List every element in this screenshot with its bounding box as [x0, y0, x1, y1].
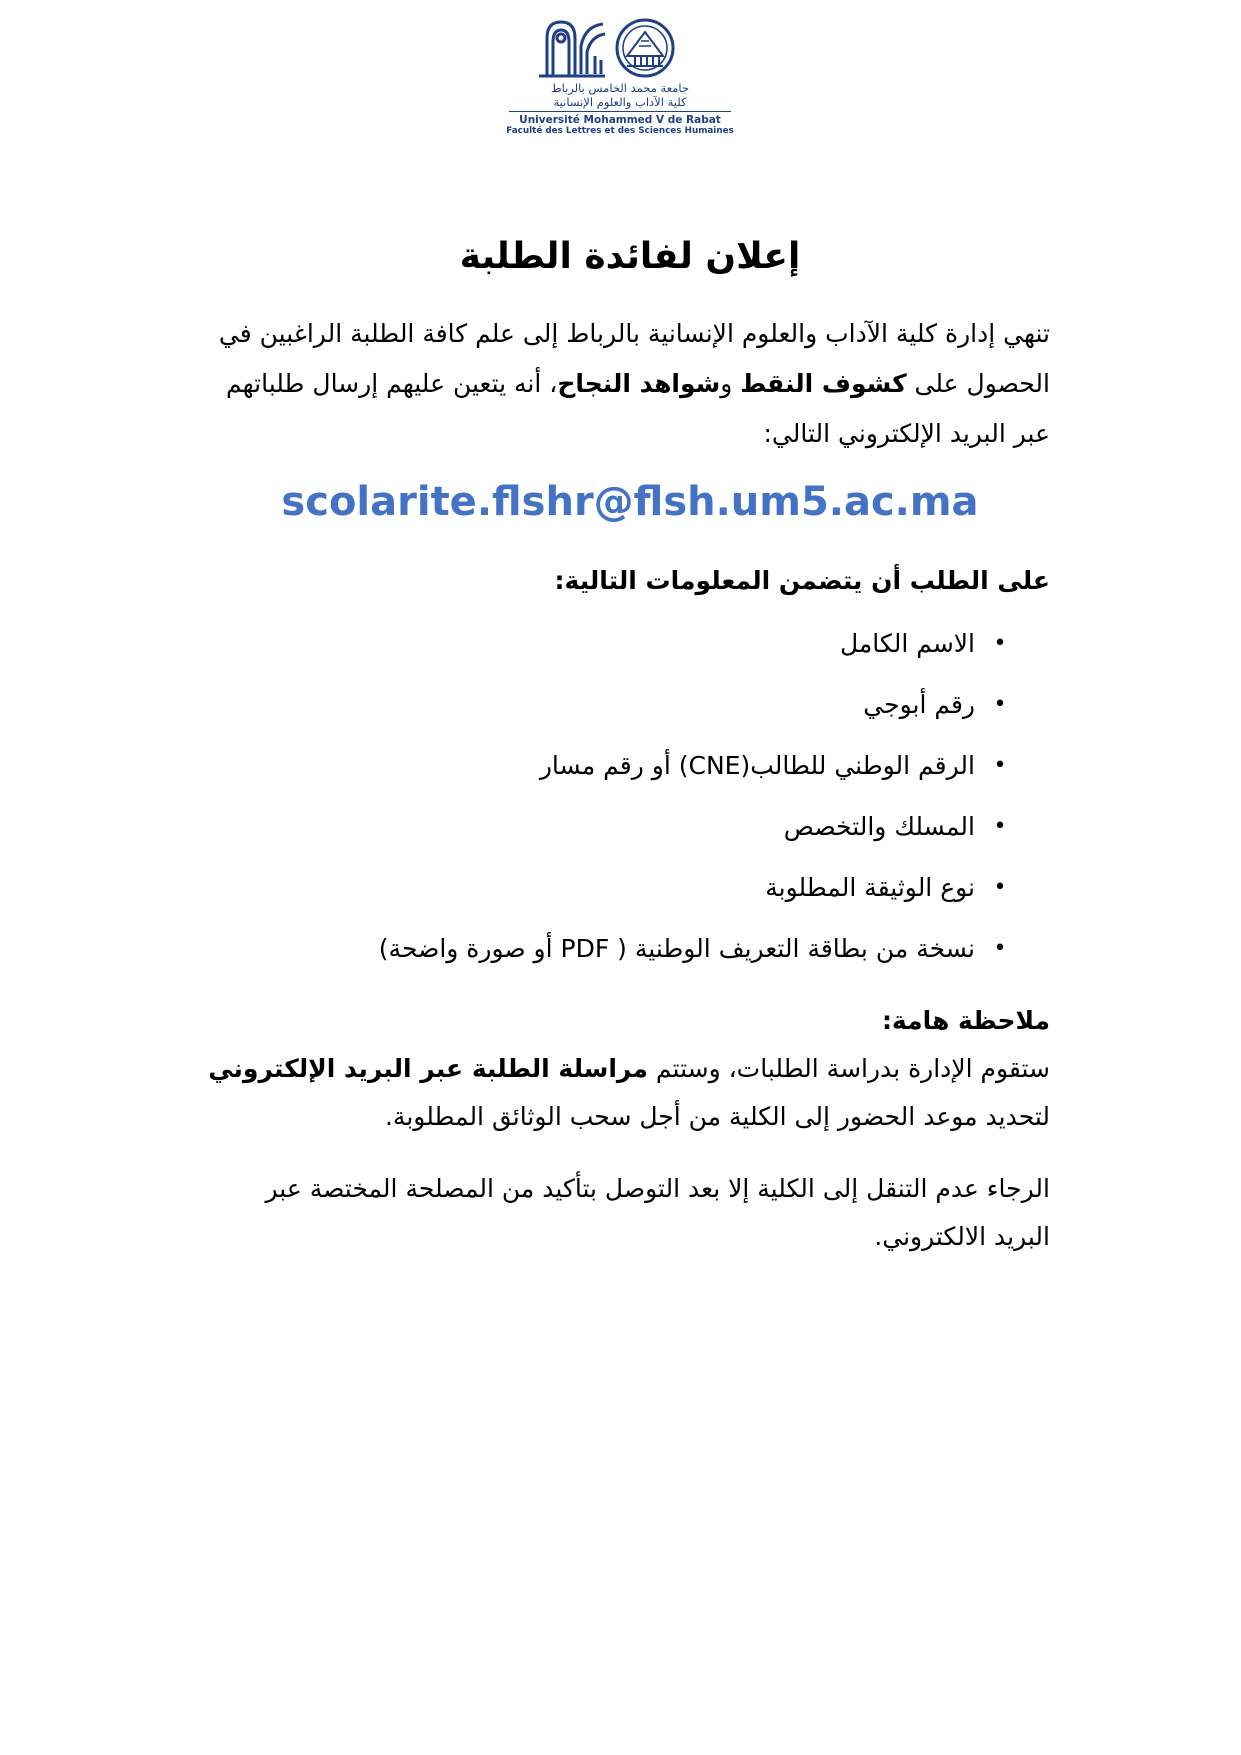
intro-line-3: عبر البريد الإلكتروني التالي:	[763, 419, 1050, 448]
list-item	[255, 685, 1007, 746]
intro-line-2	[210, 359, 1050, 409]
final-line-1: الرجاء عدم التنقل إلى الكلية إلا بعد التوصل بتأكيد من المصلحة المختصة عبر	[265, 1174, 1050, 1203]
final-paragraph	[210, 1165, 1050, 1261]
requirement-id-card-copy: نسخة من بطاقة التعريف الوطنية ( PDF أو صورة واضحة)	[378, 934, 975, 963]
intro-line-2-text-c: ، أنه يتعين عليهم إرسال طلباتهم	[226, 369, 558, 398]
logo-arabic-faculty: كلية الآداب والعلوم الإنسانية	[553, 95, 687, 109]
requirements-list	[255, 624, 1007, 990]
intro-paragraph	[210, 309, 1050, 459]
list-item	[255, 624, 1007, 685]
list-item	[255, 929, 1007, 990]
requirement-document-type: نوع الوثيقة المطلوبة	[765, 873, 975, 902]
success-certificates-bold: شواهد النجاح	[557, 369, 721, 398]
university-logo	[495, 16, 745, 138]
logo-divider	[509, 111, 731, 112]
bullet-icon: •	[993, 631, 1007, 656]
note-line-2: لتحديد موعد الحضور إلى الكلية من أجل سحب الوثائق المطلوبة.	[384, 1102, 1050, 1131]
requirements-heading: على الطلب أن يتضمن المعلومات التالية:	[554, 566, 1050, 595]
contact-email-address: scolarite.flshr@flsh.um5.ac.ma	[281, 479, 979, 525]
requirement-full-name: الاسم الكامل	[839, 629, 975, 658]
important-note-heading: ملاحظة هامة:	[881, 1006, 1050, 1035]
logo-french-university: Université Mohammed V de Rabat	[519, 114, 721, 126]
note-line-1-text: ستقوم الإدارة بدراسة الطلبات، وستتم	[647, 1054, 1050, 1083]
bullet-icon: •	[993, 753, 1007, 778]
list-item	[255, 868, 1007, 929]
bullet-icon: •	[993, 875, 1007, 900]
important-note-paragraph	[210, 1045, 1050, 1141]
final-line-2: البريد الالكتروني.	[874, 1222, 1050, 1251]
bullet-icon: •	[993, 692, 1007, 717]
note-email-contact-bold: مراسلة الطلبة عبر البريد الإلكتروني	[208, 1054, 648, 1083]
bullet-icon: •	[993, 814, 1007, 839]
note-line-1	[210, 1045, 1050, 1093]
requirement-cne-number: الرقم الوطني للطالب(CNE) أو رقم مسار	[539, 751, 975, 780]
list-item	[255, 746, 1007, 807]
bullet-icon: •	[993, 936, 1007, 961]
list-item	[255, 807, 1007, 868]
university-emblem-icon	[495, 16, 745, 82]
announcement-title: إعلان لفائدة الطلبة	[459, 236, 801, 277]
logo-french-faculty: Faculté des Lettres et des Sciences Humaines	[506, 126, 734, 136]
intro-line-2-text-b: و	[720, 369, 741, 398]
requirement-apogee-number: رقم أبوجي	[863, 690, 975, 719]
intro-line-2-text-a: الحصول على	[906, 369, 1050, 398]
grade-transcripts-bold: كشوف النقط	[740, 369, 907, 398]
intro-line-1: تنهي إدارة كلية الآداب والعلوم الإنسانية بالرباط إلى علم كافة الطلبة الراغبين في	[218, 319, 1050, 348]
requirement-track-specialty: المسلك والتخصص	[783, 812, 975, 841]
logo-arabic-university: جامعة محمد الخامس بالرباط	[550, 81, 690, 95]
